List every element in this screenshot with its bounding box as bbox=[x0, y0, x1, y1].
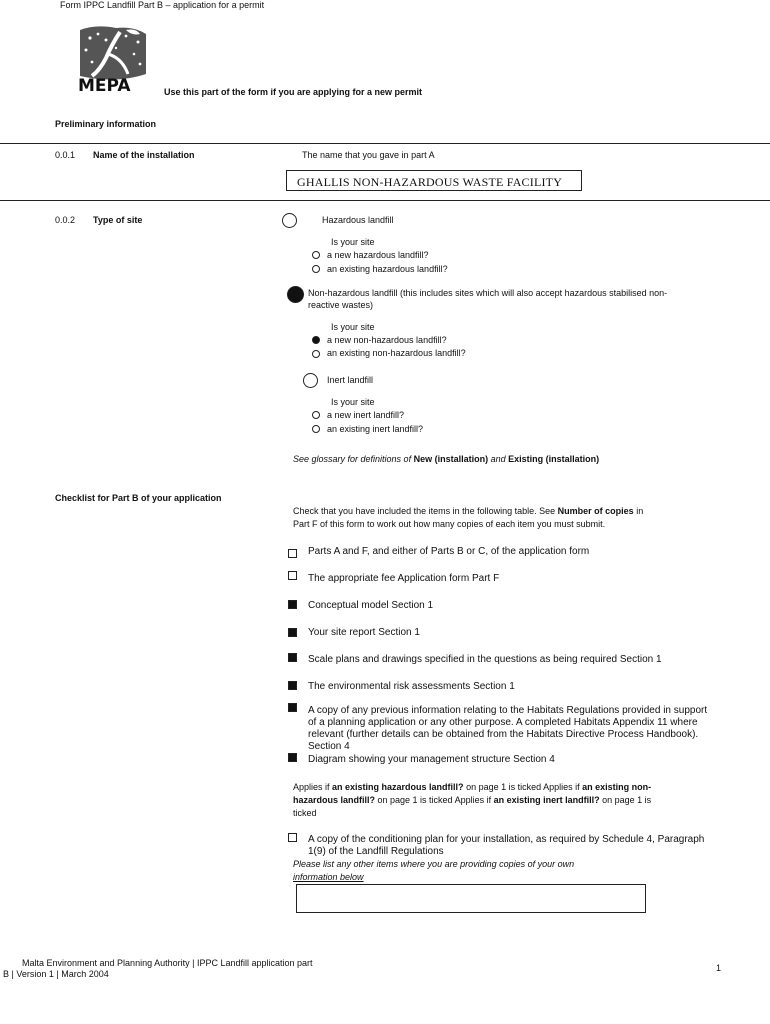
preliminary-heading: Preliminary information bbox=[55, 119, 157, 129]
checklist-item: Diagram showing your management structure Section 4 bbox=[308, 754, 555, 765]
checklist-heading: Checklist for Part B of your application bbox=[55, 493, 222, 503]
new-hazardous-radio[interactable] bbox=[312, 251, 320, 259]
is-your-site-prompt: Is your site bbox=[331, 237, 375, 247]
question-number: 0.0.2 bbox=[55, 215, 76, 225]
checklist-item: The appropriate fee Application form Part F bbox=[308, 573, 500, 584]
new-hazardous-label: a new hazardous landfill? bbox=[327, 250, 429, 260]
footer-text-cont: B | Version 1 | March 2004 bbox=[3, 969, 109, 979]
existing-inert-radio[interactable] bbox=[312, 425, 320, 433]
conditioning-plan-item: A copy of the conditioning plan for your installation, as required by Schedule 4, Paragraph 1(9) of the Landfill Regulations bbox=[308, 834, 705, 857]
form-title: Form IPPC Landfill Part B – application for a permit bbox=[60, 0, 265, 10]
hazardous-landfill-label: Hazardous landfill bbox=[322, 215, 394, 225]
checklist-item: The environmental risk assessments Section 1 bbox=[308, 681, 515, 692]
checklist-item: Conceptual model Section 1 bbox=[308, 600, 434, 611]
hazardous-landfill-radio[interactable] bbox=[282, 213, 297, 228]
checklist-checkbox[interactable] bbox=[288, 681, 297, 690]
checklist-item: Parts A and F, and either of Parts B or C, of the application form bbox=[308, 546, 590, 557]
existing-nonhazardous-radio[interactable] bbox=[312, 350, 320, 358]
question-label: Name of the installation bbox=[93, 150, 195, 160]
other-items-prompt-cont: information below bbox=[293, 872, 364, 882]
checklist-checkbox[interactable] bbox=[288, 753, 297, 762]
glossary-note: See glossary for definitions of New (installation) and Existing (installation) bbox=[293, 454, 600, 464]
is-your-site-prompt: Is your site bbox=[331, 397, 375, 407]
existing-nonhazardous-label: an existing non-hazardous landfill? bbox=[327, 348, 466, 358]
inert-landfill-radio[interactable] bbox=[303, 373, 318, 388]
nonhazardous-landfill-radio[interactable] bbox=[287, 286, 304, 303]
conditioning-plan-checkbox[interactable] bbox=[288, 833, 297, 842]
existing-hazardous-label: an existing hazardous landfill? bbox=[327, 264, 448, 274]
logo-text: MEPA bbox=[78, 76, 131, 96]
applies-note: Applies if an existing hazardous landfill? on page 1 is ticked Applies if an existing non- hazardous landfill? on page 1 is ticked Applies if an existing inert landfill? on page 1 is ticked bbox=[293, 782, 652, 818]
checklist-intro: Check that you have included the items in the following table. See Number of copies in bbox=[293, 506, 644, 516]
other-items-field[interactable] bbox=[296, 884, 646, 913]
checklist-checkbox[interactable] bbox=[288, 628, 297, 637]
checklist-checkbox[interactable] bbox=[288, 600, 297, 609]
page-number: 1 bbox=[716, 963, 722, 973]
checklist-checkbox[interactable] bbox=[288, 571, 297, 580]
checklist-item-habitats: A copy of any previous information relating to the Habitats Regulations provided in support of a planning application or any other purpose. A completed Habitats Appendix 11 where relevant (further details can be obtained from the Habitats Directive Process Handbook). Section 4 bbox=[308, 705, 708, 752]
question-label: Type of site bbox=[93, 215, 143, 225]
intro-text: Use this part of the form if you are applying for a new permit bbox=[164, 87, 423, 97]
new-nonhazardous-label: a new non-hazardous landfill? bbox=[327, 335, 447, 345]
checklist-item: Your site report Section 1 bbox=[308, 627, 420, 638]
new-inert-radio[interactable] bbox=[312, 411, 320, 419]
checklist-item: Scale plans and drawings specified in the questions as being required Section 1 bbox=[308, 654, 662, 665]
question-hint: The name that you gave in part A bbox=[302, 150, 435, 160]
checklist-checkbox[interactable] bbox=[288, 703, 297, 712]
checklist-checkbox[interactable] bbox=[288, 549, 297, 558]
installation-name-field[interactable]: GHALLIS NON-HAZARDOUS WASTE FACILITY bbox=[286, 170, 582, 191]
new-nonhazardous-radio[interactable] bbox=[312, 336, 320, 344]
question-number: 0.0.1 bbox=[55, 150, 76, 160]
new-inert-label: a new inert landfill? bbox=[327, 410, 405, 420]
nonhazardous-landfill-label-cont: reactive wastes) bbox=[308, 300, 374, 310]
divider bbox=[0, 143, 770, 144]
existing-inert-label: an existing inert landfill? bbox=[327, 424, 424, 434]
existing-hazardous-radio[interactable] bbox=[312, 265, 320, 273]
mepa-logo bbox=[76, 24, 154, 96]
is-your-site-prompt: Is your site bbox=[331, 322, 375, 332]
inert-landfill-label: Inert landfill bbox=[327, 375, 374, 385]
checklist-checkbox[interactable] bbox=[288, 653, 297, 662]
divider bbox=[0, 200, 770, 201]
footer-text: Malta Environment and Planning Authority | IPPC Landfill application part bbox=[22, 958, 313, 968]
nonhazardous-landfill-label: Non-hazardous landfill (this includes sites which will also accept hazardous stabilised non- bbox=[308, 288, 668, 298]
checklist-intro-cont: Part F of this form to work out how many copies of each item you must submit. bbox=[293, 519, 606, 529]
other-items-prompt: Please list any other items where you are providing copies of your own bbox=[293, 859, 575, 869]
